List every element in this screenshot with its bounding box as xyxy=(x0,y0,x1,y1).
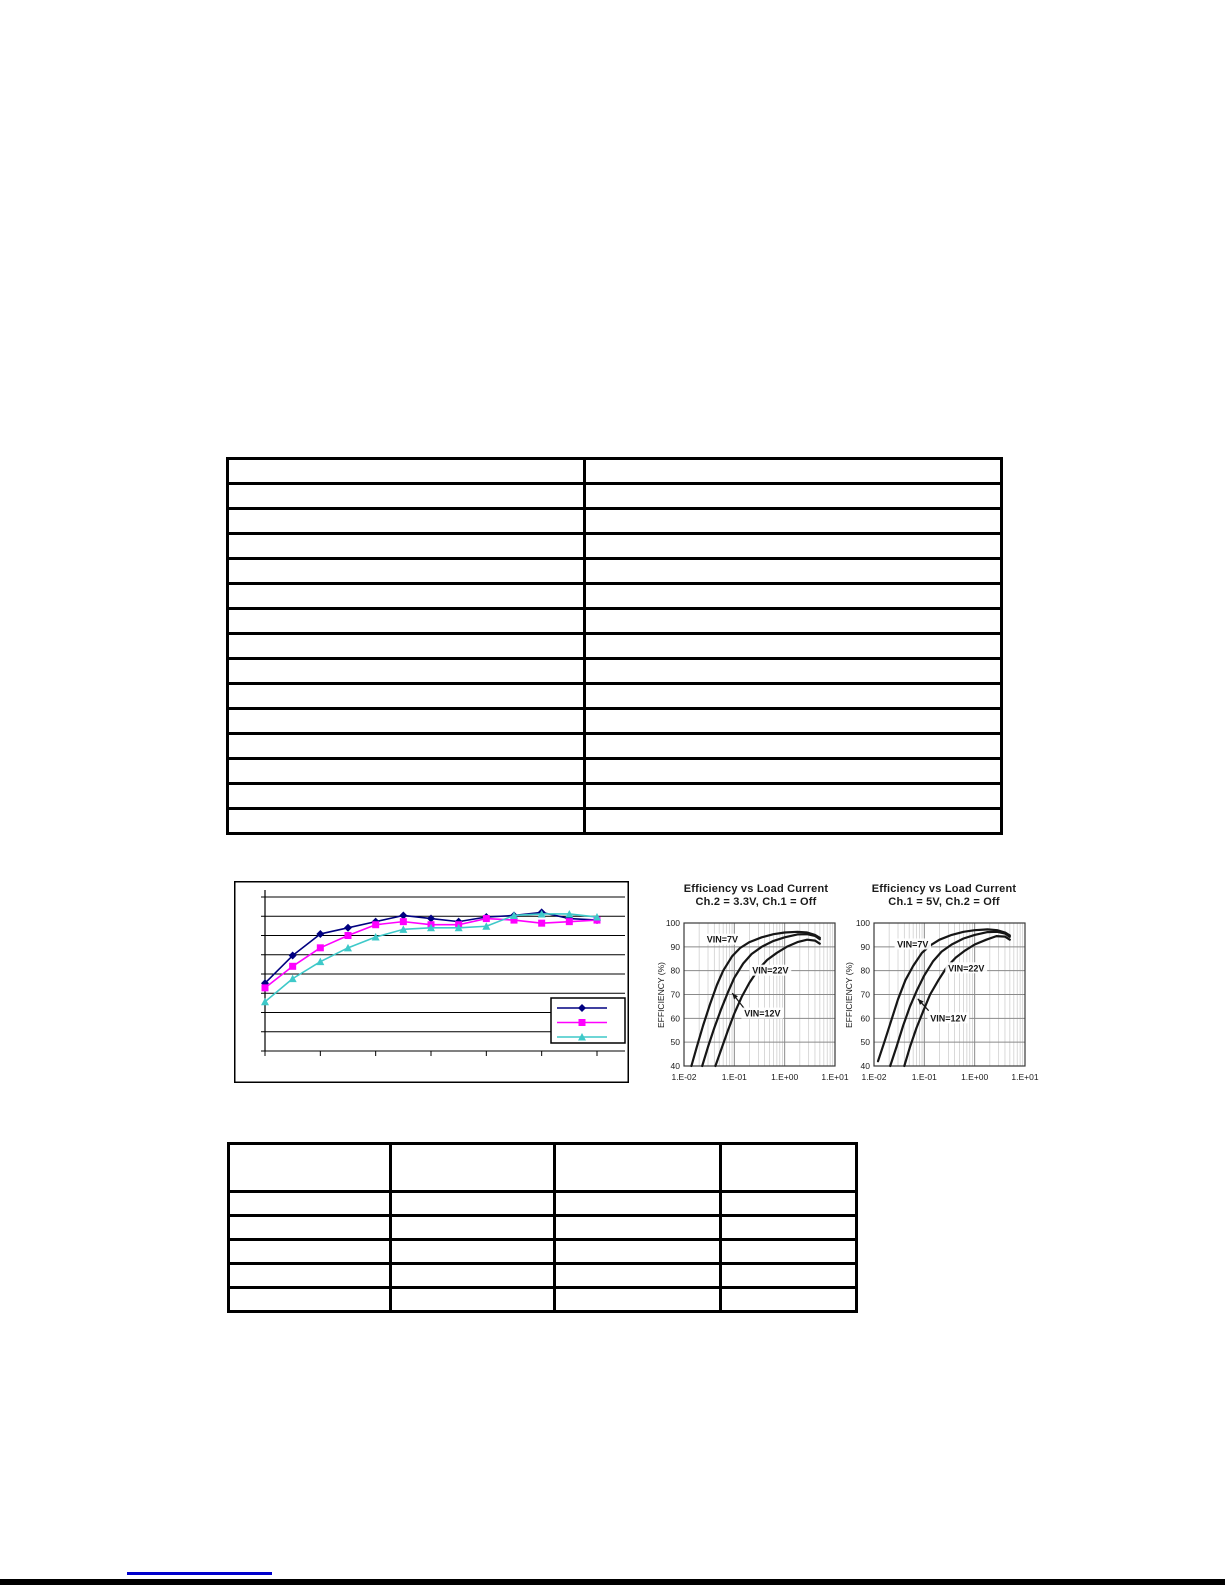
bottom-summary-table-body xyxy=(229,1144,857,1312)
table-cell xyxy=(555,1192,721,1216)
table-cell xyxy=(228,784,585,809)
table-row xyxy=(228,759,1002,784)
table-cell xyxy=(585,509,1002,534)
table-row xyxy=(228,484,1002,509)
table-cell xyxy=(229,1192,391,1216)
top-parameter-table xyxy=(226,457,1003,835)
curve-label: VIN=12V xyxy=(744,1008,781,1019)
y-tick-label: 80 xyxy=(670,965,680,976)
table-header-cell xyxy=(721,1144,857,1192)
table-cell xyxy=(391,1192,555,1216)
table-header-cell xyxy=(391,1144,555,1192)
table-cell xyxy=(585,784,1002,809)
table-cell xyxy=(229,1240,391,1264)
curve-label: VIN=22V xyxy=(752,965,789,976)
table-cell xyxy=(555,1288,721,1312)
table-cell xyxy=(228,534,585,559)
page-bottom-bar xyxy=(0,1579,1225,1585)
table-cell xyxy=(555,1264,721,1288)
table-cell xyxy=(585,609,1002,634)
table-cell xyxy=(228,709,585,734)
table-row xyxy=(228,784,1002,809)
table-row xyxy=(228,559,1002,584)
table-cell xyxy=(229,1264,391,1288)
y-tick-label: 50 xyxy=(670,1037,680,1048)
table-cell xyxy=(391,1240,555,1264)
table-cell xyxy=(228,609,585,634)
table-header-cell xyxy=(229,1144,391,1192)
x-tick-label: 1.E-01 xyxy=(911,1072,937,1082)
square-marker-icon xyxy=(566,918,573,925)
chart-title: Efficiency vs Load Current xyxy=(871,883,1017,895)
y-tick-label: 90 xyxy=(670,941,680,952)
table-cell xyxy=(555,1240,721,1264)
table-cell xyxy=(585,759,1002,784)
table-row xyxy=(229,1264,857,1288)
table-cell xyxy=(585,559,1002,584)
y-tick-label: 60 xyxy=(670,1013,680,1024)
x-tick-label: 1.E-02 xyxy=(861,1072,887,1082)
chart-subtitle: Ch.2 = 3.3V, Ch.1 = Off xyxy=(695,896,817,908)
table-row xyxy=(228,459,1002,484)
table-cell xyxy=(229,1288,391,1312)
table-cell xyxy=(228,584,585,609)
table-row xyxy=(228,509,1002,534)
table-cell xyxy=(228,634,585,659)
curve-label: VIN=7V xyxy=(897,939,929,950)
table-cell xyxy=(721,1240,857,1264)
square-marker-icon xyxy=(345,932,352,939)
left-line-chart xyxy=(234,881,629,1083)
y-tick-label: 80 xyxy=(860,965,870,976)
y-tick-label: 100 xyxy=(855,918,870,928)
chart-title: Efficiency vs Load Current xyxy=(683,883,829,895)
y-tick-label: 70 xyxy=(860,989,870,1000)
table-cell xyxy=(228,509,585,534)
table-cell xyxy=(721,1216,857,1240)
y-tick-label: 70 xyxy=(670,989,680,1000)
table-cell xyxy=(585,484,1002,509)
table-cell xyxy=(228,734,585,759)
top-parameter-table-body xyxy=(228,459,1002,834)
table-cell xyxy=(228,484,585,509)
x-tick-label: 1.E+00 xyxy=(771,1072,799,1082)
table-cell xyxy=(585,584,1002,609)
table-cell xyxy=(228,809,585,834)
table-cell xyxy=(721,1264,857,1288)
table-cell xyxy=(585,634,1002,659)
table-cell xyxy=(585,709,1002,734)
square-marker-icon xyxy=(289,963,296,970)
table-cell xyxy=(391,1264,555,1288)
table-cell xyxy=(585,734,1002,759)
table-row xyxy=(228,734,1002,759)
table-row xyxy=(229,1216,857,1240)
x-tick-label: 1.E+01 xyxy=(821,1072,849,1082)
table-row xyxy=(228,709,1002,734)
table-cell xyxy=(228,559,585,584)
table-row xyxy=(228,659,1002,684)
square-marker-icon xyxy=(483,915,490,922)
table-row xyxy=(229,1288,857,1312)
square-marker-icon xyxy=(372,921,379,928)
efficiency-chart-b-ylabel: EFFICIENCY (%) xyxy=(844,962,854,1028)
table-cell xyxy=(555,1216,721,1240)
table-row xyxy=(228,634,1002,659)
table-cell xyxy=(229,1216,391,1240)
table-cell xyxy=(585,534,1002,559)
table-cell xyxy=(228,759,585,784)
curve-label: VIN=12V xyxy=(930,1013,967,1024)
table-cell xyxy=(585,659,1002,684)
efficiency-curve xyxy=(702,934,820,1066)
table-cell xyxy=(391,1216,555,1240)
x-tick-label: 1.E-01 xyxy=(721,1072,747,1082)
table-cell xyxy=(585,809,1002,834)
x-tick-label: 1.E-02 xyxy=(671,1072,697,1082)
table-cell xyxy=(585,684,1002,709)
y-tick-label: 90 xyxy=(860,941,870,952)
table-row xyxy=(228,609,1002,634)
curve-label: VIN=22V xyxy=(948,963,985,974)
y-tick-label: 60 xyxy=(860,1013,870,1024)
table-row xyxy=(228,684,1002,709)
bottom-summary-table xyxy=(227,1142,858,1313)
curve-label: VIN=7V xyxy=(706,934,739,945)
y-tick-label: 100 xyxy=(665,918,680,928)
square-marker-icon xyxy=(400,918,407,925)
table-row xyxy=(228,584,1002,609)
table-cell xyxy=(228,684,585,709)
x-tick-label: 1.E+01 xyxy=(1011,1072,1039,1082)
table-cell xyxy=(585,459,1002,484)
square-marker-icon xyxy=(579,1019,586,1026)
efficiency-chart-a xyxy=(650,876,862,1088)
table-cell xyxy=(228,459,585,484)
square-marker-icon xyxy=(262,984,269,991)
table-cell xyxy=(721,1192,857,1216)
efficiency-chart-b xyxy=(840,876,1052,1088)
table-row xyxy=(229,1192,857,1216)
chart-subtitle: Ch.1 = 5V, Ch.2 = Off xyxy=(888,896,1000,908)
y-tick-label: 40 xyxy=(670,1061,680,1071)
efficiency-curve xyxy=(890,932,1010,1066)
efficiency-chart-a-ylabel: EFFICIENCY (%) xyxy=(656,962,666,1028)
square-marker-icon xyxy=(538,920,545,927)
table-cell xyxy=(721,1288,857,1312)
table-cell xyxy=(391,1288,555,1312)
table-row xyxy=(228,534,1002,559)
y-tick-label: 40 xyxy=(860,1061,870,1071)
x-tick-label: 1.E+00 xyxy=(961,1072,989,1082)
table-row xyxy=(229,1240,857,1264)
table-header-row xyxy=(229,1144,857,1192)
square-marker-icon xyxy=(317,944,324,951)
table-row xyxy=(228,809,1002,834)
table-cell xyxy=(228,659,585,684)
y-tick-label: 50 xyxy=(860,1037,870,1048)
table-header-cell xyxy=(555,1144,721,1192)
footer-link-underline[interactable] xyxy=(127,1572,272,1575)
